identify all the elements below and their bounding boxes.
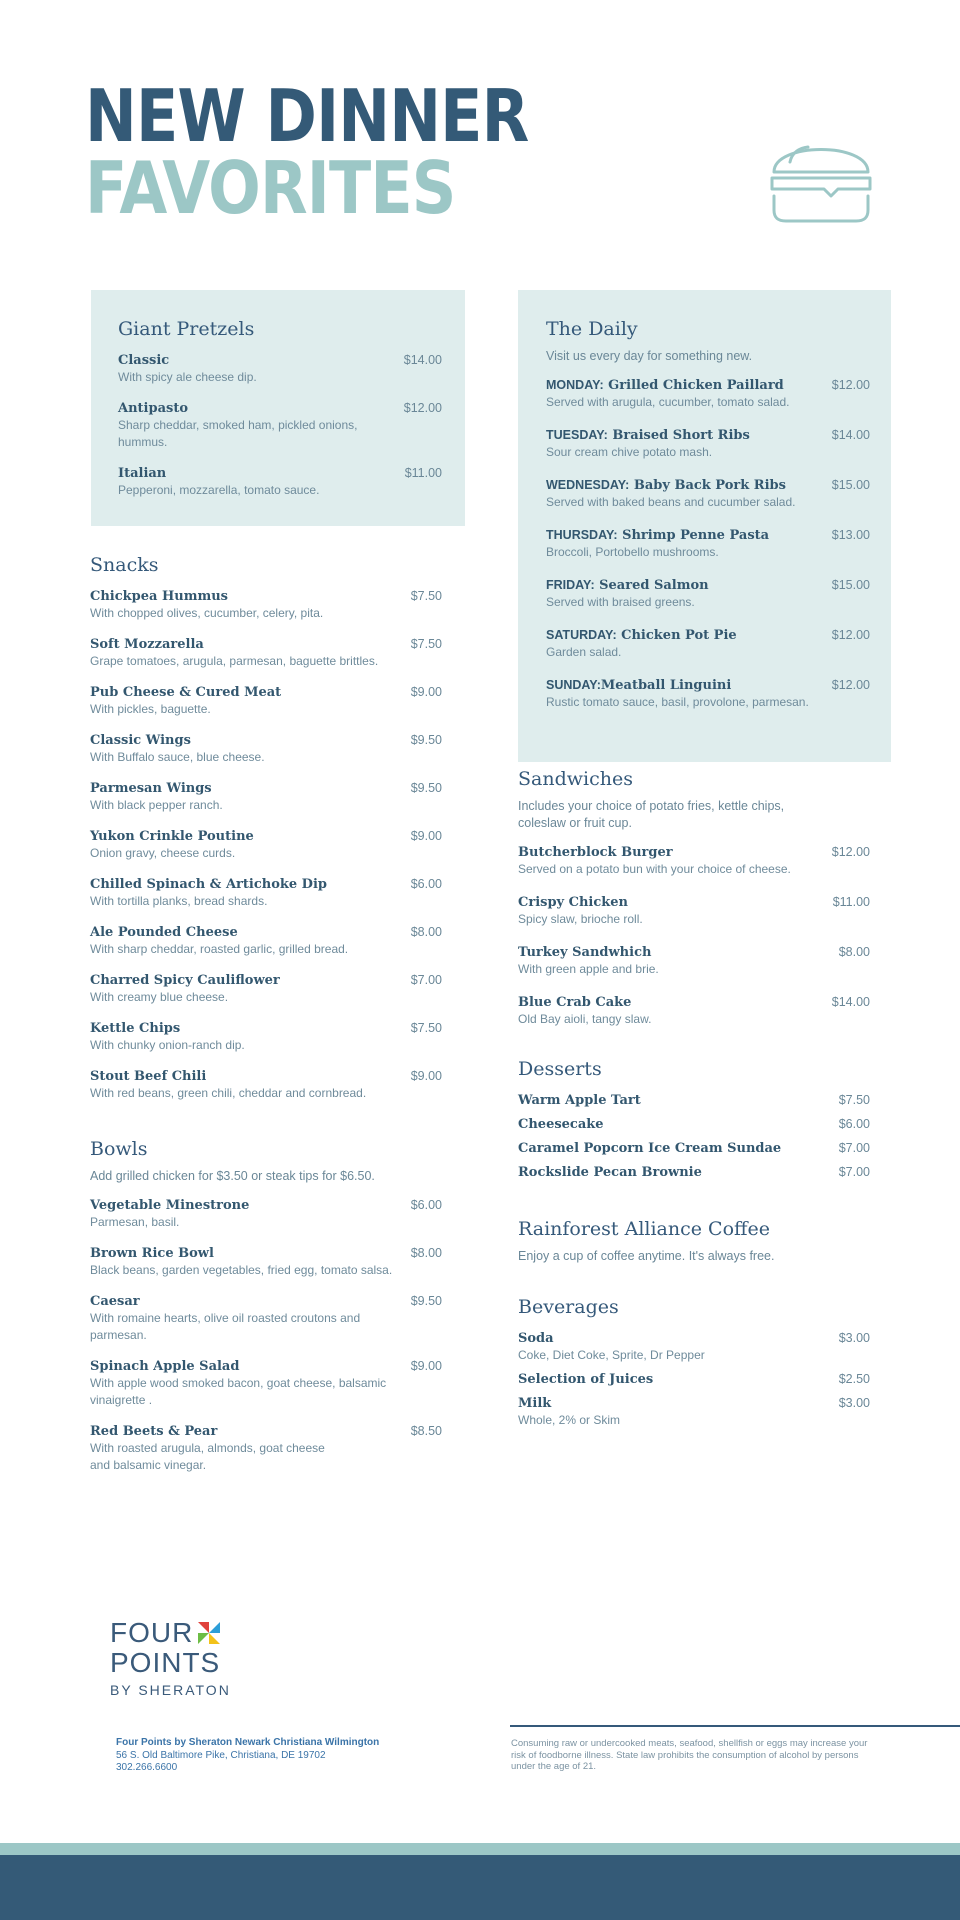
menu-item-name [546,577,822,594]
menu-item-info [90,1245,411,1279]
coffee-section [518,1218,870,1277]
menu-item-info [518,1092,839,1109]
menu-item [546,377,870,411]
menu-item [518,1116,870,1133]
menu-item-price: $14.00 [831,995,870,1009]
menu-item [90,1423,442,1474]
beverages-section [518,1296,870,1436]
menu-item-name: Classic [118,353,170,368]
desserts-title: Desserts [518,1058,602,1080]
menu-item-name: Red Beets & Pear [90,1424,218,1439]
bowls-list [90,1197,442,1474]
menu-item-description: Whole, 2% or Skim [518,1413,621,1427]
menu-item-info [90,1293,411,1344]
menu-item-price: $7.50 [838,1093,870,1107]
day-label: WEDNESDAY: [546,478,630,492]
phone-number: 302.266.6600 [116,1762,178,1773]
footer-divider [510,1725,960,1727]
menu-item-description: Sharp cheddar, smoked ham, pickled onions, hummus. [118,418,358,449]
menu-item-info [518,1330,839,1364]
menu-item-name: Parmesan Wings [90,781,212,796]
menu-item-price: $8.50 [410,1424,442,1438]
daily-list [546,377,870,711]
menu-item-description: Served with arugula, cucumber, tomato salad. [546,395,790,409]
menu-item-info [118,352,404,386]
menu-item-name: Italian [118,466,167,481]
dish-name: Meatball Linguini [600,678,732,693]
menu-item-description: Rustic tomato sauce, basil, provolone, parmesan. [546,695,809,709]
menu-item [518,944,870,978]
menu-item-info [518,1371,839,1388]
menu-item-description: With chopped olives, cucumber, celery, pita. [90,606,324,620]
menu-item-info [546,577,832,611]
beverages-list [518,1330,870,1429]
menu-item-name: Chilled Spinach & Artichoke Dip [90,877,327,892]
day-label: THURSDAY: [546,528,618,542]
coffee-title: Rainforest Alliance Coffee [518,1218,771,1240]
bowls-section [90,1138,442,1488]
menu-item-description: Coke, Diet Coke, Sprite, Dr Pepper [518,1348,705,1362]
menu-item [90,780,442,814]
menu-item [90,1020,442,1054]
menu-item-name: Butcherblock Burger [518,845,673,860]
menu-item-name: Soft Mozzarella [90,637,204,652]
menu-item [118,465,442,499]
menu-item-info [90,780,411,814]
snacks-list [90,588,442,1102]
coffee-note: Enjoy a cup of coffee anytime. It's always free. [518,1249,775,1263]
menu-item-price: $12.00 [831,845,870,859]
menu-item-description: Served with braised greens. [546,595,695,609]
menu-item-name: Stout Beef Chili [90,1069,207,1084]
menu-item-description: Old Bay aioli, tangy slaw. [518,1012,652,1026]
menu-item-info [90,1068,411,1102]
menu-item-name: Vegetable Minestrone [90,1198,250,1213]
menu-item-name: Crispy Chicken [518,895,629,910]
menu-item-info [118,400,404,451]
hotel-address [116,1737,379,1775]
menu-item-name: Milk [518,1396,552,1411]
menu-item [90,876,442,910]
pretzels-section [118,318,442,513]
menu-item-description: With pickles, baguette. [90,702,211,716]
menu-item-info [90,972,411,1006]
sandwiches-list [518,844,870,1028]
menu-item-name: Classic Wings [90,733,191,748]
menu-item-description: Broccoli, Portobello mushrooms. [546,545,719,559]
menu-item-description: With black pepper ranch. [90,798,223,812]
menu-item-description: Served on a potato bun with your choice of cheese. [518,862,791,876]
menu-item-name: Caesar [90,1294,140,1309]
logo-line-3: BY SHERATON [110,1682,231,1698]
menu-item [518,844,870,878]
menu-item [518,994,870,1028]
menu-item-name: Ale Pounded Cheese [90,925,238,940]
menu-item [518,1140,870,1157]
hotel-name: Four Points by Sheraton Newark Christiana Wilmington [116,1737,380,1748]
menu-item-price: $9.00 [410,1359,442,1373]
menu-item-name: Selection of Juices [518,1372,654,1387]
menu-item [90,924,442,958]
menu-item [90,636,442,670]
day-label: FRIDAY: [546,578,595,592]
snacks-section [90,554,442,1116]
menu-item-description: Served with baked beans and cucumber salad. [546,495,796,509]
menu-item-name: Spinach Apple Salad [90,1359,240,1374]
day-label: TUESDAY: [546,428,608,442]
menu-item-description: Spicy slaw, brioche roll. [518,912,643,926]
menu-item-info [546,677,832,711]
menu-item-info [546,377,832,411]
menu-item-description: Onion gravy, cheese curds. [90,846,236,860]
menu-item-description: With sharp cheddar, roasted garlic, grilled bread. [90,942,349,956]
menu-item-info [546,477,832,511]
day-label: MONDAY: [546,378,604,392]
menu-item [90,1197,442,1231]
day-label: SATURDAY: [546,628,617,642]
four-points-logo [110,1618,231,1698]
menu-item-info [546,527,832,561]
dish-name: Braised Short Ribs [607,428,750,443]
menu-item-name [546,427,822,444]
menu-item [518,1092,870,1109]
menu-item-info [90,1423,411,1474]
menu-item [90,828,442,862]
menu-item [518,1395,870,1429]
menu-item-price: $9.50 [410,733,442,747]
menu-item-price: $8.00 [410,1246,442,1260]
menu-item-description: Garden salad. [546,645,622,659]
menu-item-name: Rockslide Pecan Brownie [518,1165,702,1180]
menu-item-price: $7.00 [410,973,442,987]
menu-item-price: $3.00 [838,1331,870,1345]
menu-item-info [90,828,411,862]
menu-item-price: $9.00 [410,685,442,699]
snacks-title: Snacks [90,554,159,576]
title-line-1: NEW DINNER [85,74,529,158]
menu-item-price: $13.00 [831,528,870,542]
menu-item-description: Parmesan, basil. [90,1215,180,1229]
menu-item-name: Brown Rice Bowl [90,1246,214,1261]
menu-item-name: Antipasto [118,401,188,416]
menu-item-price: $8.00 [410,925,442,939]
footer-band-dark [0,1855,960,1920]
menu-item-price: $12.00 [831,678,870,692]
menu-item [118,400,442,451]
title-line-2: FAVORITES [85,146,456,230]
menu-item-price: $7.50 [410,637,442,651]
menu-item-description: Sour cream chive potato mash. [546,445,713,459]
menu-item [90,1068,442,1102]
sandwiches-title: Sandwiches [518,768,633,790]
dish-name: Seared Salmon [594,578,709,593]
menu-item-price: $12.00 [831,628,870,642]
menu-item [90,684,442,718]
menu-item [546,527,870,561]
menu-item-price: $9.00 [410,829,442,843]
menu-item-info [518,894,833,928]
menu-item-description: With creamy blue cheese. [90,990,229,1004]
menu-item-description: Grape tomatoes, arugula, parmesan, baguette brittles. [90,654,379,668]
menu-item-info [90,1197,411,1231]
menu-item [90,732,442,766]
menu-item-price: $9.00 [410,1069,442,1083]
menu-item-description: Black beans, garden vegetables, fried egg, tomato salsa. [90,1263,393,1277]
menu-item-description: With chunky onion-ranch dip. [90,1038,245,1052]
menu-item [546,427,870,461]
bowls-title: Bowls [90,1138,148,1160]
menu-item-description: With Buffalo sauce, blue cheese. [90,750,265,764]
menu-item-price: $9.50 [410,781,442,795]
beverages-title: Beverages [518,1296,619,1318]
desserts-list [518,1092,870,1181]
daily-note: Visit us every day for something new. [546,349,753,363]
pretzels-list [118,352,442,499]
menu-item-price: $6.00 [410,1198,442,1212]
dish-name: Shrimp Penne Pasta [617,528,770,543]
menu-item-info [90,876,411,910]
menu-item-description: With spicy ale cheese dip. [118,370,257,384]
menu-item-info [518,994,832,1028]
menu-item [546,677,870,711]
menu-item-name: Cheesecake [518,1117,604,1132]
menu-item-name: Caramel Popcorn Ice Cream Sundae [518,1141,782,1156]
menu-item-info [518,1164,839,1181]
menu-item-price: $3.00 [838,1396,870,1410]
menu-item-description: With roasted arugula, almonds, goat cheese and balsamic vinegar. [90,1441,325,1472]
menu-item-price: $7.00 [838,1165,870,1179]
menu-item-description: With apple wood smoked bacon, goat cheese, balsamic vinaigrette . [90,1376,387,1407]
menu-item [546,577,870,611]
consumption-warning: Consuming raw or undercooked meats, seafood, shellfish or eggs may increase your risk of foodborne illness. State law prohibits the consumption of alcohol by persons under the age of 21. [511,1738,868,1772]
menu-item-info [90,1358,411,1409]
pretzels-title: Giant Pretzels [118,318,255,340]
menu-item-price: $12.00 [831,378,870,392]
menu-item-name: Chickpea Hummus [90,589,228,604]
menu-item-price: $6.00 [410,877,442,891]
menu-item-description: With green apple and brie. [518,962,659,976]
menu-item-name: Soda [518,1331,554,1346]
menu-item-price: $11.00 [404,466,442,480]
bowls-note: Add grilled chicken for $3.50 or steak tips for $6.50. [90,1169,375,1183]
menu-item [90,588,442,622]
menu-item-price: $15.00 [831,578,870,592]
menu-item-info [90,588,411,622]
menu-item [118,352,442,386]
menu-item-price: $7.50 [410,589,442,603]
footer-band-light [0,1843,960,1855]
menu-item-info [90,684,411,718]
menu-item [546,477,870,511]
menu-item-info [90,732,411,766]
logo-line-2: POINTS [110,1647,221,1678]
menu-item [518,1330,870,1364]
menu-item-name: Charred Spicy Cauliflower [90,973,280,988]
menu-item-name: Warm Apple Tart [518,1093,641,1108]
pinwheel-icon [196,1620,222,1646]
menu-item-info [90,1020,411,1054]
daily-title: The Daily [546,318,638,340]
menu-item-price: $14.00 [403,353,442,367]
menu-item-info [518,844,832,878]
menu-item-name [546,477,822,494]
menu-item-price: $14.00 [831,428,870,442]
burger-icon [768,128,874,226]
menu-item [518,894,870,928]
menu-item-description: With red beans, green chili, cheddar and cornbread. [90,1086,367,1100]
menu-item [90,1293,442,1344]
menu-item-name: Kettle Chips [90,1021,181,1036]
street-address: 56 S. Old Baltimore Pike, Christiana, DE 19702 [116,1749,326,1761]
menu-item-price: $11.00 [832,895,870,909]
menu-item-price: $7.00 [838,1141,870,1155]
logo-line-1: FOUR [110,1617,194,1648]
menu-item-price: $2.50 [838,1372,870,1386]
dish-name: Chicken Pot Pie [616,628,737,643]
menu-item-price: $9.50 [410,1294,442,1308]
sandwiches-note: Includes your choice of potato fries, kettle chips, coleslaw or fruit cup. [518,799,785,830]
menu-item [90,1245,442,1279]
day-label: SUNDAY: [546,678,601,692]
menu-item [90,1358,442,1409]
menu-item-info [118,465,405,499]
menu-item-name: Pub Cheese & Cured Meat [90,685,282,700]
menu-item-name [546,377,822,394]
menu-item-info [546,627,832,661]
menu-item-description: Pepperoni, mozzarella, tomato sauce. [118,483,320,497]
menu-item-info [90,636,411,670]
menu-item-info [518,944,839,978]
desserts-section [518,1058,870,1188]
menu-item-description: With romaine hearts, olive oil roasted croutons and parmesan. [90,1311,361,1342]
menu-item-name [546,627,822,644]
menu-item-name [546,677,822,694]
daily-section [546,318,870,727]
menu-item [546,627,870,661]
menu-item [90,972,442,1006]
menu-item-info [518,1140,839,1157]
menu-item-info [518,1395,839,1429]
menu-item [518,1164,870,1181]
menu-item-price: $15.00 [831,478,870,492]
menu-item-info [518,1116,839,1133]
menu-item-name: Turkey Sandwhich [518,945,652,960]
menu-item-description: With tortilla planks, bread shards. [90,894,268,908]
menu-item-name: Yukon Crinkle Poutine [90,829,254,844]
menu-item-info [546,427,832,461]
menu-item-name [546,527,822,544]
menu-item-price: $12.00 [403,401,442,415]
sandwiches-section [518,768,870,1044]
menu-item-name: Blue Crab Cake [518,995,632,1010]
menu-item-price: $6.00 [838,1117,870,1131]
menu-item-price: $7.50 [410,1021,442,1035]
menu-item-price: $8.00 [838,945,870,959]
dish-name: Grilled Chicken Paillard [603,378,784,393]
menu-item-info [90,924,411,958]
menu-item [518,1371,870,1388]
dish-name: Baby Back Pork Ribs [629,478,786,493]
